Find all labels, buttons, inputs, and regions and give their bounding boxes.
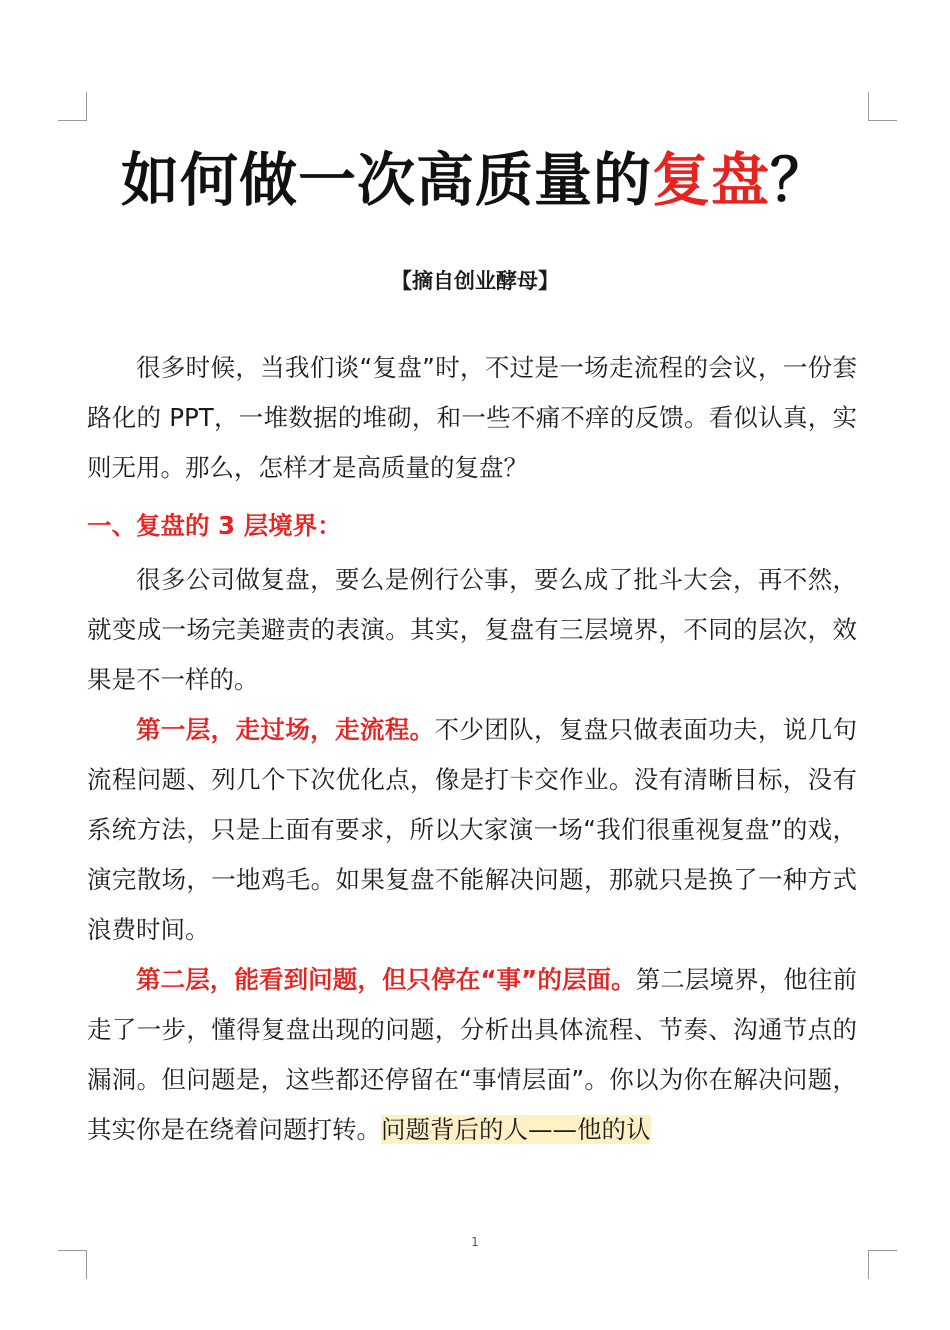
level1-text: 不少团队，复盘只做表面功夫，说几句流程问题、列几个下次优化点，像是打卡交作业。没有清晰目标，没有系统方法，只是上面有要求，所以大家演一场“我们很重视复盘”的戏，演完散场，一地鸡毛。如果复盘不能解决问题，那就只是换了一种方式浪费时间。 — [87, 715, 857, 944]
document-body — [87, 343, 857, 1155]
page-corner-mark-top-right — [868, 92, 897, 121]
level2-text: 第二层境界，他往前走了一步，懂得复盘出现的问题，分析出具体流程、节奏、沟通节点的漏洞。但问题是，这些都还停留在“事情层面”。你以为你在解决问题，其实你是在绕着问题打转。 — [87, 965, 858, 1144]
level2-paragraph — [87, 955, 857, 1155]
section-heading-1: 一、复盘的 3 层境界： — [87, 511, 342, 540]
page-corner-mark-bottom-right — [868, 1250, 897, 1279]
intro-paragraph: 很多时候，当我们谈“复盘”时，不过是一场走流程的会议，一份套路化的 PPT，一堆数据的堆砌，和一些不痛不痒的反馈。看似认真，实则无用。那么，怎样才是高质量的复盘？ — [87, 353, 857, 482]
page-corner-mark-top-left — [58, 92, 87, 121]
source-attribution: 【摘自创业酵母】 — [391, 269, 559, 293]
page-number: 1 — [471, 1235, 479, 1249]
page-corner-mark-bottom-left — [58, 1250, 87, 1279]
level1-label: 第一层，走过场，走流程。 — [136, 715, 435, 744]
level2-label: 第二层，能看到问题，但只停在“事”的层面。 — [136, 965, 636, 994]
title-accent: 复盘 — [651, 146, 770, 214]
section1-paragraph: 很多公司做复盘，要么是例行公事，要么成了批斗大会，再不然，就变成一场完美避责的表演。其实，复盘有三层境界，不同的层次，效果是不一样的。 — [87, 565, 857, 694]
highlighted-text: 问题背后的人——他的认 — [381, 1115, 651, 1144]
page-title — [0, 140, 950, 220]
level1-paragraph — [87, 705, 857, 955]
title-main: 如何做一次高质量的 — [120, 146, 652, 214]
title-question-mark: ？ — [770, 146, 830, 214]
